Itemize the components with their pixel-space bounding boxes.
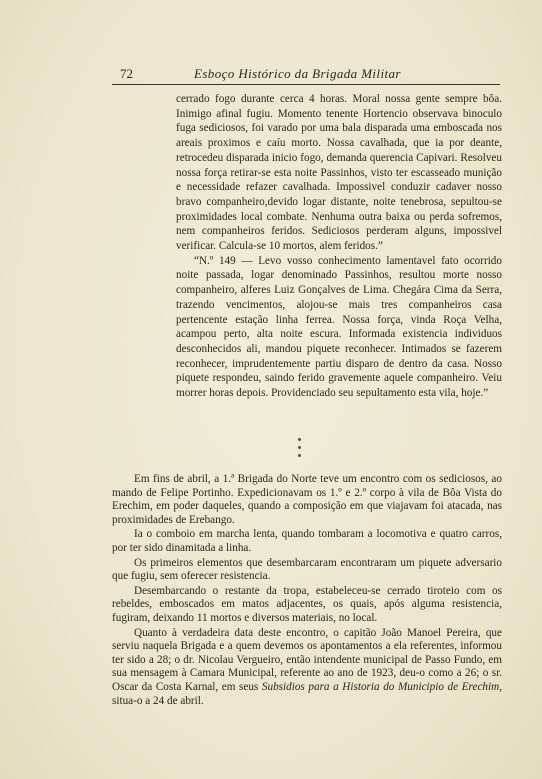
section-separator-dots [297,438,303,462]
page-number: 72 [120,66,133,81]
book-title-citation: Subsidios para a Historia do Municipio de Erechim, [261,680,502,693]
body-paragraph-2: Ia o comboio em marcha lenta, quando tombaram a locomotiva e quatro carros, por ter sido dinamitada a linha. [112,528,502,554]
quote-paragraph-2: “N.º 149 — Levo vosso conhecimento lamentavel fato ocorrido noite passada, logar denominado Passinhos, resultou morte nosso companheiro, alferes Luiz Gonçalves de Lima. Chegára Cima da Serra, trazendo vencimentos, alojou-se mais tres companheiros casa pertencente estação linha ferrea. Nossa força, vinda Roça Velha, acampou perto, alta noite escura. Informada existencia individuos desconhecidos ali, mandou piquete reconhecer. Intimados se fazerem reconhecer, imprudentemente partiu disparo de dentro da casa. Nosso piquete respondeu, saindo ferido gravemente aquele companheiro. Veiu morrer horas depois. Providenciado seu sepultamento esta vila, hoje.” [176,254,502,400]
separator-dot [298,454,301,457]
body-paragraph-5 [112,627,502,709]
body-paragraph-5-text-a: Quanto à verdadeira data deste encontro, o capitão João Manoel Pereira, que serviu naquela Brigada e a quem devemos os apontamentos a ela referentes, informou ter sido a 28; o dr. Nicolau Vergueiro, então intendente municipal de Passo Fundo, em sua mensagem à Camara Municipal, referente ao ano de 1923, deu-o como a 26; o sr. Oscar da Costa Karnal, em seus [112,626,502,693]
telegram-quote-block [176,92,502,401]
body-paragraph-4: Desembarcando o restante da tropa, estabeleceu-se cerrado tiroteio com os rebeldes, emboscados em matos adjacentes, os quais, após alguma resistencia, fugiram, deixando 11 mortos e diversos materiais, no local. [112,584,502,624]
running-title: Esboço Histórico da Brigada Militar [194,66,401,81]
body-paragraph-5-text-b: situa-o a 24 de abril. [112,694,204,707]
quote-paragraph-1: cerrado fogo durante cerca 4 horas. Moral nossa gente sempre bôa. Inimigo afinal fugiu. Momento tenente Hortencio observava binoculo fuga sediciosos, foi varado por uma bala disparada uma emboscada nos areais proximos e caíu morto. Nossa cavalhada, que ia por deante, retrocedeu disparada inicio fogo, demanda querencia Capivari. Resolveu nossa força retirar-se esta noite Passinhos, visto ter escasseado munição e necessidade refazer cavalhada. Impossivel conduzir cadaver nosso bravo companheiro,devido logar distante, noite tenebrosa, sepultou-se proximidades local combate. Nenhuma outra baixa ou perda sofremos, nem companheiros feridos. Sediciosos perderam alguns, impossivel verificar. Calcula-se 10 mortos, alem feridos.” [176,93,502,253]
body-paragraph-3: Os primeiros elementos que desembarcaram encontraram um piquete adversario que fugiu, sem oferecer resistencia. [112,556,502,583]
body-paragraph-1: Em fins de abril, a 1.ª Brigada do Norte teve um encontro com os sediciosos, ao mando de Felipe Portinho. Expedicionavam os 1.º e 2.º corpo à vila de Bôa Vista do Erechim, em poder daqueles, quando a composição em que viajavam foi atacada, nas proximidades de Erebango. [112,473,502,526]
running-header [112,64,500,85]
body-text [112,473,502,708]
separator-dot [298,438,301,441]
separator-dot [298,446,301,449]
